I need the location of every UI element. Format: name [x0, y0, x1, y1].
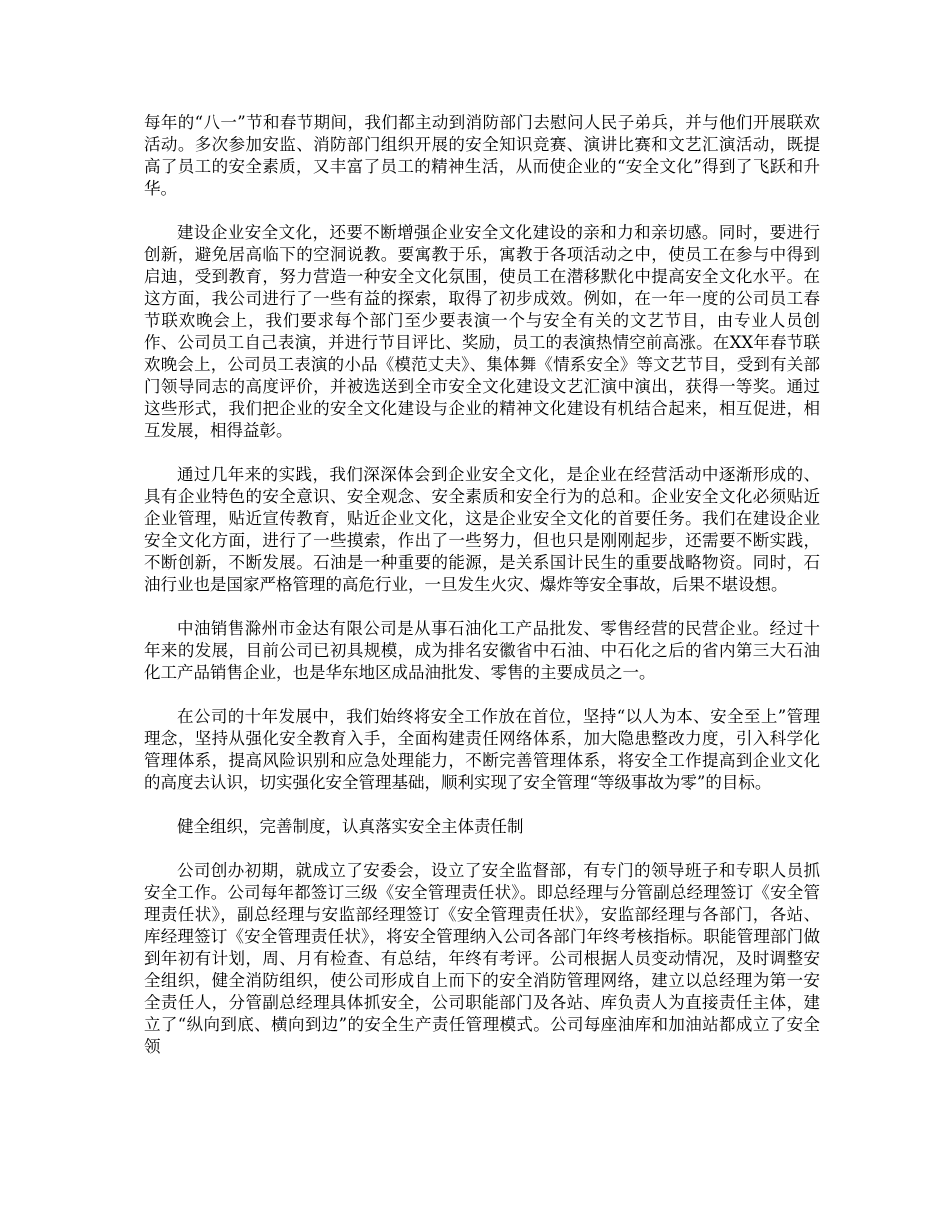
paragraph-company-introduction: 中油销售滁州市金达有限公司是从事石油化工产品批发、零售经营的民营企业。经过十年来的发展，目前公司已初具规模，成为排名安徽省中石油、中石化之后的省内第三大石油化工产品销售企业，也是华东地区成品油批发、零售的主要成员之一。 — [144, 619, 820, 682]
section-heading: 健全组织，完善制度，认真落实安全主体责任制 — [177, 817, 524, 836]
paragraph-practice-experience: 通过几年来的实践，我们深深体会到企业安全文化，是企业在经营活动中逐渐形成的、具有企业特色的安全意识、安全观念、安全素质和安全行为的总和。企业安全文化必须贴近企业管理，贴近宣传教育，贴近企业文化，这是企业安全文化的首要任务。我们在建设企业安全文化方面，进行了一些摸索，作出了一些努力，但也只是刚刚起步，还需要不断实践，不断创新，不断发展。石油是一种重要的能源，是关系国计民生的重要战略物资。同时，石油行业也是国家严格管理的高危行业，一旦发生火灾、爆炸等安全事故，后果不堪设想。 — [144, 465, 820, 594]
paragraph-safety-culture-building: 建设企业安全文化，还要不断增强企业安全文化建设的亲和力和亲切感。同时，要进行创新，避免居高临下的空洞说教。要寓教于乐，寓教于各项活动之中，使员工在参与中得到启迪，受到教育，努力营造一种安全文化氛围，使员工在潜移默化中提高安全文化水平。在这方面，我公司进行了一些有益的探索，取得了初步成效。例如，在一年一度的公司员工春节联欢晚会上，我们要求每个部门至少要表演一个与安全有关的文艺节目，由专业人员创作、公司员工自己表演，并进行节目评比、奖励，员工的表演热情空前高涨。在XX年春节联欢晚会上，公司员工表演的小品《模范丈夫》、集体舞《情系安全》等文艺节目，受到有关部门领导同志的高度评价，并被选送到全市安全文化建设文艺汇演中演出，获得一等奖。通过这些形式，我们把企业的安全文化建设与企业的精神文化建设有机结合起来，相互促进，相互发展，相得益彰。 — [144, 223, 820, 440]
paragraph-ten-year-development: 在公司的十年发展中，我们始终将安全工作放在首位，坚持“以人为本、安全至上”管理理念，坚持从强化安全教育入手，全面构建责任网络体系，加大隐患整改力度，引入科学化管理体系，提高风险识别和应急处理能力，不断完善管理体系，将安全工作提高到企业文化的高度去认识，切实强化安全管理基础，顺利实现了安全管理“等级事故为零”的目标。 — [144, 707, 820, 792]
document-page — [144, 112, 820, 1080]
paragraph-organization-structure: 公司创办初期，就成立了安委会，设立了安全监督部，有专门的领导班子和专职人员抓安全工作。公司每年都签订三级《安全管理责任状》。即总经理与分管副总经理签订《安全管理责任状》，副总经理与安监部经理签订《安全管理责任状》，安监部经理与各部门，各站、库经理签订《安全管理责任状》，将安全管理纳入公司各部门年终考核指标。职能管理部门做到年初有计划，周、月有检查、有总结，年终有考评。公司根据人员变动情况，及时调整安全组织，健全消防组织，使公司形成自上而下的安全消防管理网络，建立以总经理为第一安全责任人，分管副总经理具体抓安全，公司职能部门及各站、库负责人为直接责任主体，建立了“纵向到底、横向到边”的安全生产责任管理模式。公司每座油库和加油站都成立了安全领 — [144, 861, 820, 1056]
paragraph-festival-activities: 每年的“八一”节和春节期间，我们都主动到消防部门去慰问人民子弟兵，并与他们开展联欢活动。多次参加安监、消防部门组织开展的安全知识竞赛、演讲比赛和文艺汇演活动，既提高了员工的安全素质，又丰富了员工的精神生活，从而使企业的“安全文化”得到了飞跃和升华。 — [144, 113, 820, 198]
